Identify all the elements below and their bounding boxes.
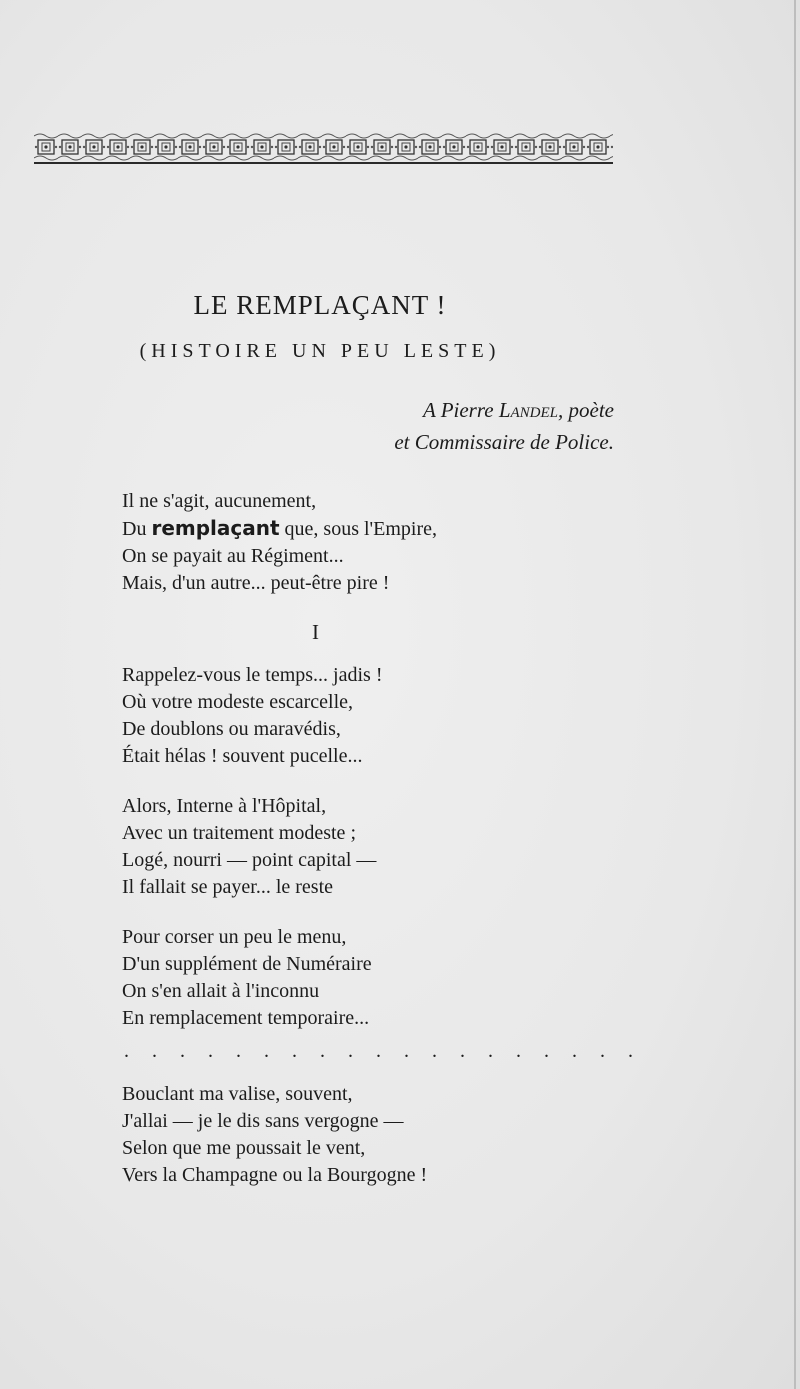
verse-line: Logé, nourri — point capital — <box>122 849 377 871</box>
ornament-pattern-icon <box>34 131 613 162</box>
verse-line: Bouclant ma valise, souvent, <box>122 1083 353 1105</box>
poem-title: LE REMPLAÇANT ! <box>193 290 447 320</box>
stanza <box>122 924 372 1032</box>
section-number: I <box>312 620 319 644</box>
verse-line: Où votre modeste escarcelle, <box>122 691 354 713</box>
verse-line: D'un supplément de Numéraire <box>122 953 372 975</box>
verse-text: Du <box>122 518 152 540</box>
decorative-ornament-band <box>34 131 613 164</box>
verse-text: que, sous l'Empire, <box>279 518 438 540</box>
dedication-prefix: A Pierre <box>423 398 499 422</box>
emphasized-word: remplaçant <box>151 516 280 540</box>
verse-line: J'allai — je le dis sans vergogne — <box>122 1110 404 1132</box>
verse-line <box>122 515 437 543</box>
verse-line: Il fallait se payer... le reste <box>122 876 334 898</box>
verse-line: Avec un traitement modeste ; <box>122 822 356 844</box>
stanza <box>122 793 376 901</box>
stanza <box>122 662 383 770</box>
stanza <box>122 1081 427 1189</box>
epigraph-stanza <box>122 488 437 597</box>
page-edge <box>794 0 796 1389</box>
dedication-line-2: et Commissaire de Police. <box>394 430 614 454</box>
verse-line: On se payait au Régiment... <box>122 545 344 567</box>
dedication-line-1 <box>423 398 614 423</box>
poem-subtitle: (HISTOIRE UN PEU LESTE) <box>139 340 501 362</box>
verse-line: Il ne s'agit, aucunement, <box>122 490 317 512</box>
dedication-name: Landel <box>498 398 559 422</box>
verse-line: On s'en allait à l'inconnu <box>122 980 320 1002</box>
verse-line: Mais, d'un autre... peut-être pire ! <box>122 572 390 594</box>
verse-line: Était hélas ! souvent pucelle... <box>122 745 363 767</box>
ellipsis-separator: . . . . . . . . . . . . . . . . . . . <box>124 1040 642 1062</box>
verse-line: De doublons ou maravédis, <box>122 718 341 740</box>
verse-line: Rappelez-vous le temps... jadis ! <box>122 664 383 686</box>
verse-line: Selon que me poussait le vent, <box>122 1137 366 1159</box>
verse-line: Alors, Interne à l'Hôpital, <box>122 795 327 817</box>
dedication-suffix: , poète <box>558 398 614 422</box>
verse-line: En remplacement temporaire... <box>122 1007 370 1029</box>
verse-line: Vers la Champagne ou la Bourgogne ! <box>122 1164 428 1186</box>
verse-line: Pour corser un peu le menu, <box>122 926 347 948</box>
